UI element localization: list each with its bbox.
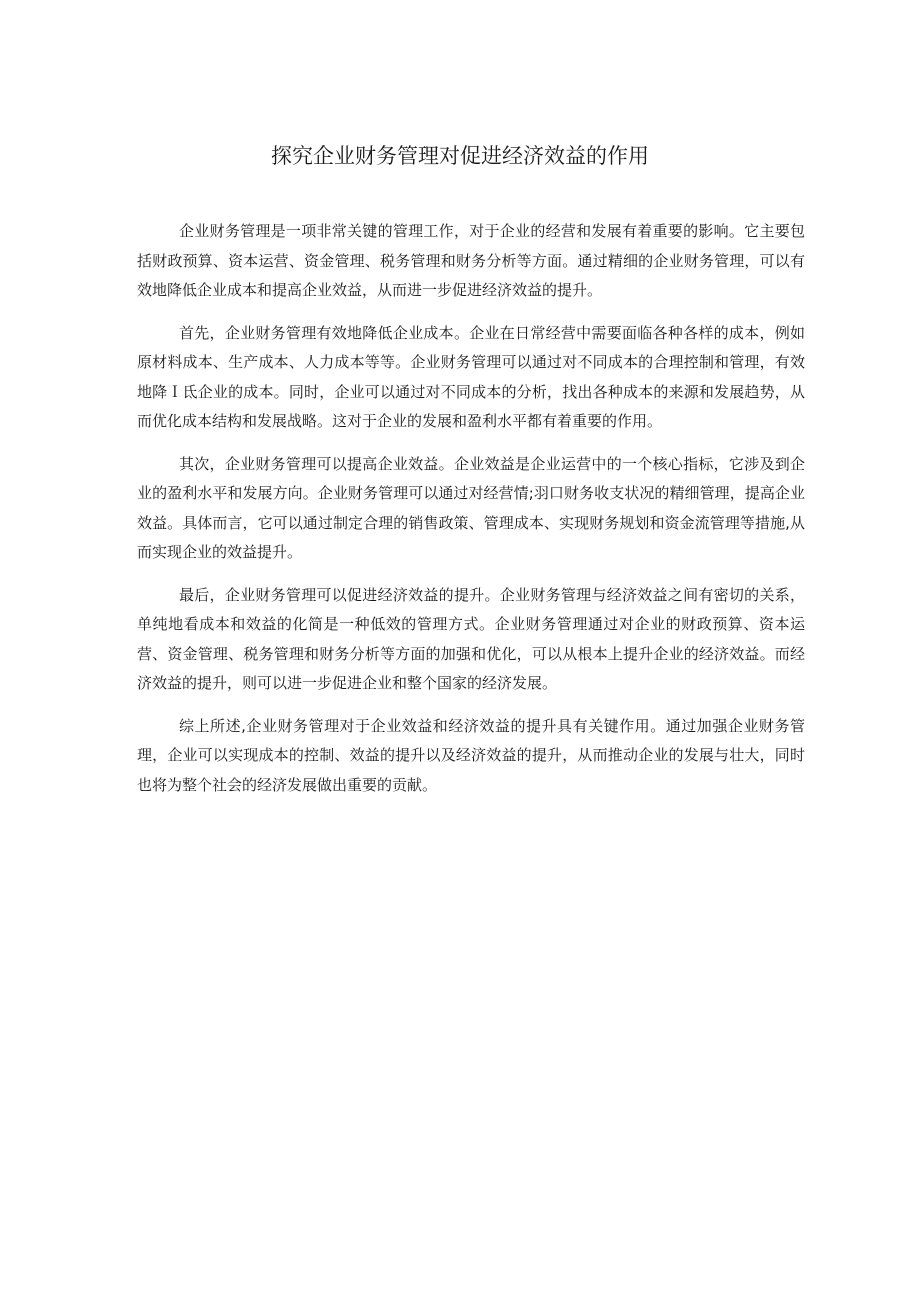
document-title: 探究企业财务管理对促进经济效益的作用 <box>271 144 649 168</box>
paragraph-last: 最后，企业财务管理可以促进经济效益的提升。企业财务管理与经济效益之间有密切的关系，单纯地看成本和效益的化简是一种低效的管理方式。企业财务管理通过对企业的财政预算、资本运营、资金管理、税务管理和财务分析等方面的加强和优化，可以从根本上提升企业的经济效益。而经济效益的提升，则可以进一步促进企业和整个国家的经济发展。 <box>137 585 805 692</box>
paragraph-second: 其次，企业财务管理可以提高企业效益。企业效益是企业运营中的一个核心指标，它涉及到企业的盈利水平和发展方向。企业财务管理可以通过对经营情;羽口财务收支状况的精细管理，提高企业效益。具体而言，它可以通过制定合理的销售政策、管理成本、实现财务规划和资金流管理等措施,从而实现企业的效益提升。 <box>137 454 805 561</box>
paragraph-first: 首先，企业财务管理有效地降低企业成本。企业在日常经营中需要面临各种各样的成本，例如原材料成本、生产成本、人力成本等等。企业财务管理可以通过对不同成本的合理控制和管理，有效地降Ｉ氐企业的成本。同时，企业可以通过对不同成本的分析，找出各种成本的来源和发展趋势，从而优化成本结构和发展战略。这对于企业的发展和盈利水平都有着重要的作用。 <box>137 323 805 430</box>
document-body <box>137 217 805 813</box>
paragraph-conclusion: 综上所述,企业财务管理对于企业效益和经济效益的提升具有关键作用。通过加强企业财务管理，企业可以实现成本的控制、效益的提升以及经济效益的提升，从而推动企业的发展与壮大，同时也将为整个社会的经济发展做出重要的贡献。 <box>137 716 805 794</box>
paragraph-intro: 企业财务管理是一项非常关键的管理工作，对于企业的经营和发展有着重要的影响。它主要包括财政预算、资本运营、资金管理、税务管理和财务分析等方面。通过精细的企业财务管理，可以有效地降低企业成本和提高企业效益，从而进一步促进经济效益的提升。 <box>137 222 805 299</box>
